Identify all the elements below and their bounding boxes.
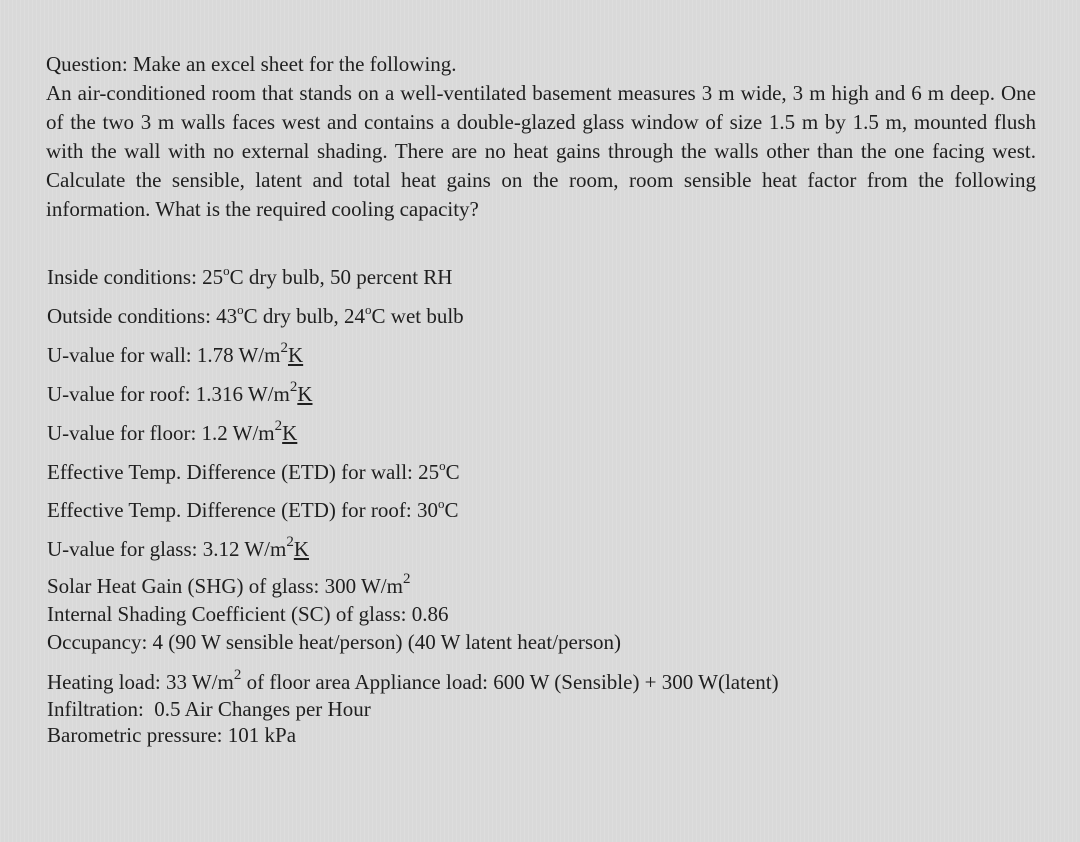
outside-conditions: Outside conditions: 43$^o$C dry bulb, 24$^o$C wet bulb	[47, 302, 464, 328]
infiltration: Infiltration: 0.5 Air Changes per Hour	[47, 697, 371, 721]
etd-roof: Effective Temp. Difference (ETD) for roof: 30$^o$C	[47, 496, 459, 522]
etd-wall: Effective Temp. Difference (ETD) for wall: 25$^o$C	[47, 458, 460, 484]
inside-conditions: Inside conditions: 25$^o$C dry bulb, 50 percent RH	[47, 263, 453, 289]
solar-heat-gain: Solar Heat Gain (SHG) of glass: 300 $W/m^2$	[47, 571, 411, 598]
question-paragraph	[46, 50, 1036, 224]
question-block	[46, 50, 1036, 224]
u-value-wall: U-value for wall: 1.78 $W/m^2K$	[47, 340, 304, 367]
barometric-pressure: Barometric pressure: 101 kPa	[47, 723, 297, 747]
shading-coefficient: Internal Shading Coefficient (SC) of glass: 0.86	[47, 602, 449, 626]
u-value-roof: U-value for roof: 1.316 $W/m^2K$	[47, 379, 313, 406]
occupancy: Occupancy: 4 (90 W sensible heat/person) (40 W latent heat/person)	[47, 630, 622, 654]
u-value-glass: U-value for glass: 3.12 $W/m^2K$	[47, 534, 309, 561]
question-body: An air-conditioned room that stands on a well-ventilated basement measures 3 m wide, 3 m high and 6 m deep. One of the two 3 m walls faces west and contains a double-glazed glass window of size 1.5 m by 1.5 m, mounted flush with the wall with no external shading. There are no heat gains through the walls other than the one facing west. Calculate the sensible, latent and total heat gains on the room, room sensible heat factor from the following information. What is the required cooling capacity?	[46, 81, 1036, 221]
question-heading: Question: Make an excel sheet for the following.	[46, 52, 457, 76]
u-value-floor: U-value for floor: 1.2 $W/m^2K$	[47, 418, 298, 445]
heating-load: Heating load: 33 $W/m^2$ of floor area Appliance load: 600 W (Sensible) + 300 W(latent)	[47, 667, 779, 694]
